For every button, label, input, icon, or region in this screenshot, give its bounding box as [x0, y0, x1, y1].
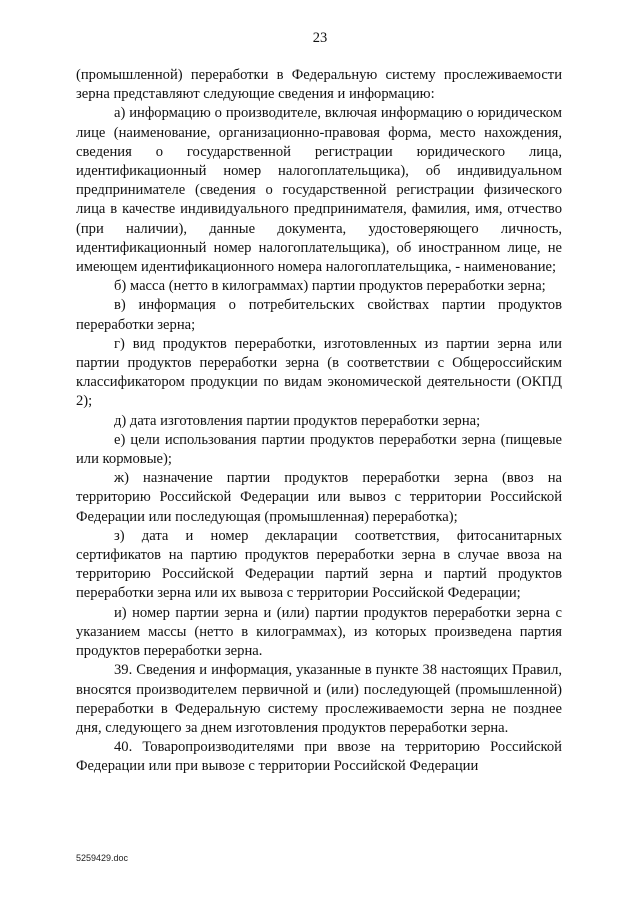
paragraph: в) информация о потребительских свойствах партии продуктов переработки зерна; [76, 297, 562, 333]
paragraph: е) цели использования партии продуктов переработки зерна (пищевые или кормовые); [76, 431, 562, 468]
file-name-footer: 5259429.doc [76, 853, 129, 863]
paragraph: а) информацию о производителе, включая информацию о юридическом лице (наименование, организационно-правовая форма, место нахождения, сведения о государственной регистрации юридического лица, идентификационный номер налогоплательщика), об индивидуальном предпринимателе (сведения о государственной регистрации физического лица в качестве индивидуального предпринимателя, фамилия, имя, отчество (при наличии), данные документа, удостоверяющего личность, идентификационный номер налогоплательщика), об иностранном лице, не имеющем идентификационного номера налогоплательщика, - наименование; [76, 105, 562, 276]
paragraph: и) номер партии зерна и (или) партии продуктов переработки зерна с указанием массы (нетто в килограммах), из которых произведена партия продуктов переработки зерна. [76, 604, 562, 660]
paragraph: 40. Товаропроизводителями при ввозе на территорию Российской Федерации или при вывозе с территории Российской Федерации [76, 739, 562, 775]
paragraph: (промышленной) переработки в Федеральную систему прослеживаемости зерна представляют следующие сведения и информацию: [76, 67, 562, 103]
paragraph: ж) назначение партии продуктов переработки зерна (ввоз на территорию Российской Федерации или вывоз с территории Российской Федерации или последующая (промышленная) переработка); [76, 470, 562, 525]
paragraph: д) дата изготовления партии продуктов переработки зерна; [114, 412, 481, 429]
paragraph: з) дата и номер декларации соответствия, фитосанитарных сертификатов на партию продуктов переработки зерна в случае ввоза на территорию Российской Федерации партий зерна и партий продуктов переработки зерна или их вывоза с территории Российской Федерации; [76, 527, 562, 602]
document-body [76, 66, 562, 777]
paragraph: б) масса (нетто в килограммах) партии продуктов переработки зерна; [114, 278, 546, 295]
paragraph: 39. Сведения и информация, указанные в пункте 38 настоящих Правил, вносятся производителем первичной и (или) последующей (промышленной) переработки в Федеральную систему прослеживаемости зерна не позднее дня, следующего за днем изготовления продуктов переработки зерна. [76, 662, 562, 736]
paragraph: г) вид продуктов переработки, изготовленных из партии зерна или партии продуктов переработки зерна (в соответствии с Общероссийским классификатором продукции по видам экономической деятельности (ОКПД 2); [76, 335, 562, 410]
page-number: 23 [312, 30, 328, 46]
